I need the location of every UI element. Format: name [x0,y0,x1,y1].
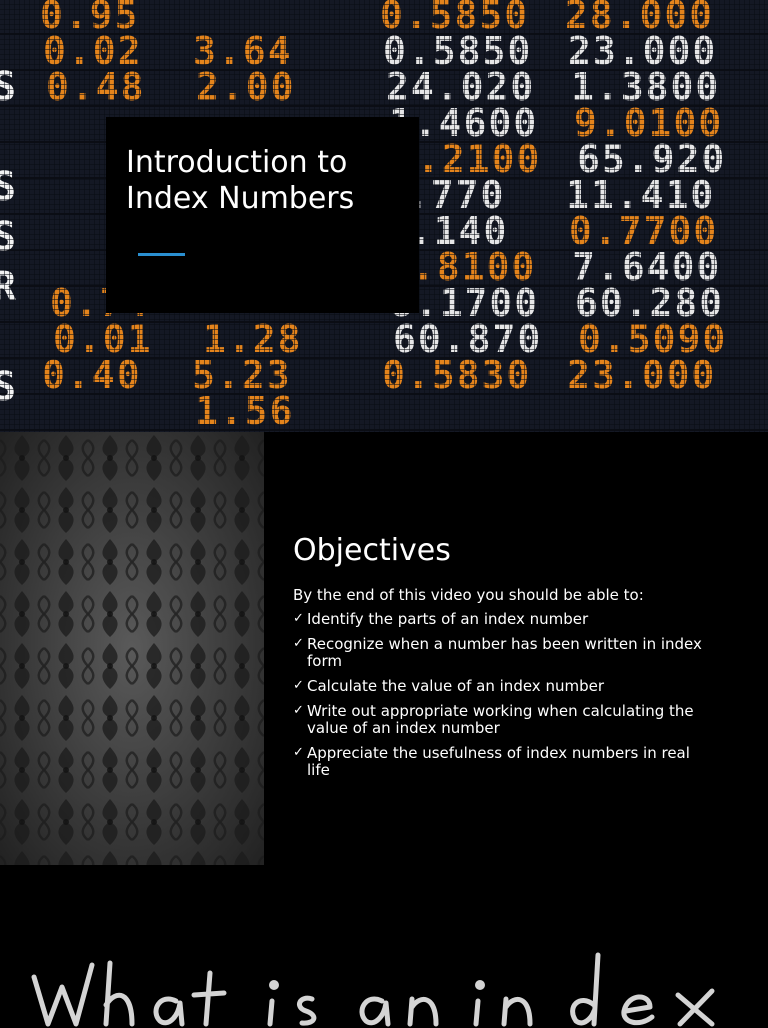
objective-text: Identify the parts of an index number [307,610,589,628]
objective-text: Write out appropriate working when calculating the value of an index number [307,702,694,737]
objectives-intro: By the end of this video you should be able to: [293,586,644,604]
checkmark-icon: ✓ [293,678,304,693]
title-box [106,117,419,313]
list-item [293,703,703,737]
objectives-title: Objectives [293,533,451,568]
slide-title [126,145,406,217]
checkmark-icon: ✓ [293,745,304,760]
list-item [293,636,703,670]
checkmark-icon: ✓ [293,703,304,718]
list-item [293,678,703,695]
damask-pattern-panel [0,432,264,865]
slide-title-line-1: Introduction to [126,145,348,180]
chalk-handwriting-slide [0,865,768,1024]
title-accent-rule [138,253,185,256]
slide-title-line-2: Index Numbers [126,181,355,216]
objectives-list [293,611,703,787]
title-slide [0,0,768,432]
objective-text: Calculate the value of an index number [307,677,604,695]
checkmark-icon: ✓ [293,636,304,651]
checkmark-icon: ✓ [293,611,304,626]
objectives-slide [0,432,768,865]
objective-text: Recognize when a number has been written in index form [307,635,702,670]
objective-text: Appreciate the usefulness of index numbers in real life [307,744,690,779]
handwritten-chalk-text-image [0,865,768,1024]
list-item [293,745,703,779]
list-item [293,611,703,628]
